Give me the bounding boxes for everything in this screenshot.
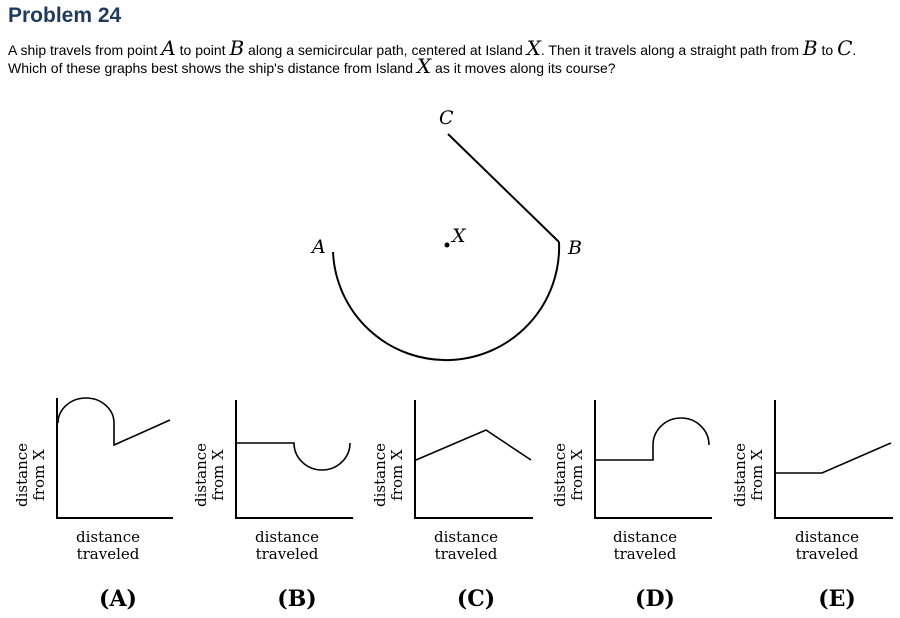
var-b2: B <box>802 36 818 60</box>
problem-text-4: . Then it travels along a straight path from <box>540 42 803 58</box>
var-x2: X <box>416 54 432 78</box>
choice-letter: (C) <box>456 586 496 612</box>
island-x-dot <box>445 243 450 248</box>
problem-text-7: as it moves along its course? <box>431 60 616 76</box>
x-axis-label-line2: traveled <box>76 545 140 563</box>
x-axis-label-line1: distance <box>254 528 320 546</box>
problem-text-2: to point <box>175 42 230 58</box>
axes <box>57 398 173 518</box>
axes <box>415 400 533 518</box>
var-a: A <box>161 36 176 60</box>
problem-text-5: to <box>817 42 838 58</box>
graph-choice-c[interactable] <box>371 400 533 612</box>
answer-graphs <box>0 380 900 618</box>
y-axis-label-line2: from X <box>748 449 766 501</box>
graph-choice-d[interactable] <box>551 400 712 612</box>
problem-text-1: A ship travels from point <box>8 42 162 58</box>
label-island-x: X <box>452 225 466 247</box>
semicircle-path <box>333 242 559 360</box>
choice-letter: (A) <box>99 586 137 612</box>
var-x: X <box>526 36 541 60</box>
choice-letter: (D) <box>635 586 675 612</box>
graph-choice-a[interactable] <box>13 398 173 612</box>
x-axis-label-line2: traveled <box>255 545 319 563</box>
y-axis-label-line1: distance <box>731 442 749 508</box>
x-axis-label-line2: traveled <box>434 545 498 563</box>
choice-letter: (E) <box>818 586 856 612</box>
x-axis-label-line1: distance <box>433 528 499 546</box>
y-axis-label-line2: from X <box>209 449 227 501</box>
var-b: B <box>229 36 245 60</box>
axes <box>236 400 353 518</box>
choice-letter: (B) <box>277 586 317 612</box>
graph-choice-b[interactable] <box>192 400 353 612</box>
x-axis-label-line1: distance <box>75 528 141 546</box>
var-c: C <box>837 36 853 60</box>
y-axis-label-line1: distance <box>551 442 569 508</box>
y-axis-label-line2: from X <box>388 449 406 501</box>
y-axis-label-line1: distance <box>371 442 389 508</box>
graph-curve <box>58 398 170 445</box>
graph-curve <box>416 430 531 460</box>
label-point-b: B <box>568 237 582 259</box>
y-axis-label-line2: from X <box>568 449 586 501</box>
label-point-c: C <box>439 107 454 129</box>
graph-curve <box>776 443 891 473</box>
x-axis-label-line2: traveled <box>613 545 677 563</box>
x-axis-label-line1: distance <box>794 528 860 546</box>
axes <box>775 400 893 518</box>
label-point-a: A <box>312 236 326 258</box>
x-axis-label-line1: distance <box>612 528 678 546</box>
y-axis-label-line1: distance <box>13 442 31 508</box>
x-axis-label-line2: traveled <box>795 545 859 563</box>
problem-text-6: . Which of these graphs best shows the ship's distance from Island <box>8 42 857 76</box>
graph-curve <box>237 443 350 470</box>
graph-choice-e[interactable] <box>731 400 893 612</box>
problem-text-3: along a semicircular path, centered at Island <box>244 42 527 58</box>
graph-curve <box>596 418 709 460</box>
problem-title: Problem 24 <box>8 4 122 27</box>
y-axis-label-line2: from X <box>30 449 48 501</box>
y-axis-label-line1: distance <box>192 442 210 508</box>
